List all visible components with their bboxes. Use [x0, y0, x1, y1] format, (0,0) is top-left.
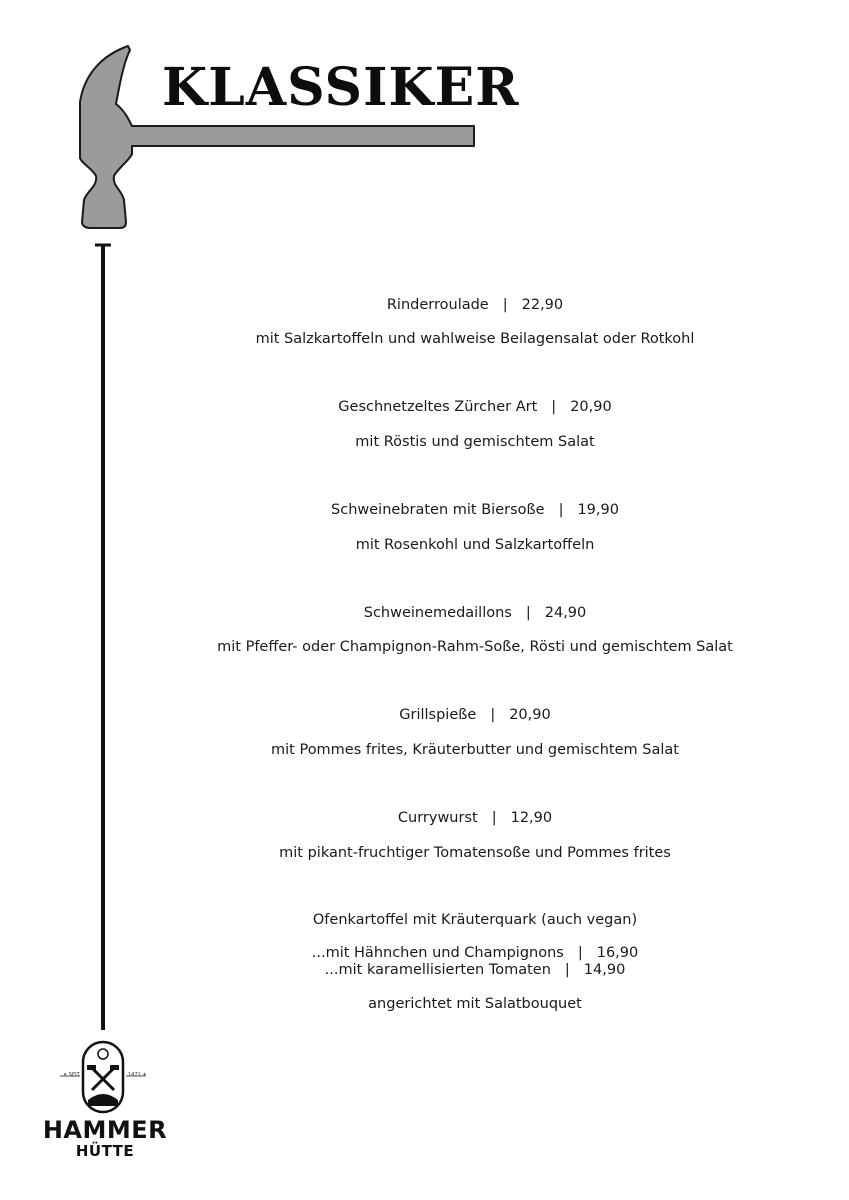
menu-item-description: mit Pfeffer- oder Champignon-Rahm-Soße, Rösti und gemischtem Salat	[217, 639, 733, 655]
special-variant: ...mit Hähnchen und Champignons | 16,90	[311, 945, 639, 961]
logo-emblem-icon	[30, 1038, 180, 1118]
menu-item-title: Currywurst | 12,90	[397, 810, 553, 826]
special-item-title: Ofenkartoffel mit Kräuterquark (auch vegan)	[312, 912, 638, 928]
menu-item-title: Rinderroulade | 22,90	[386, 297, 564, 313]
special-variant: ...mit karamellisierten Tomaten | 14,90	[324, 962, 626, 978]
menu-item-title: Geschnetzeltes Zürcher Art | 20,90	[338, 399, 612, 415]
menu-item-description: mit Salzkartoffeln und wahlweise Beilagensalat oder Rotkohl	[255, 331, 695, 347]
brand-logo	[30, 1038, 180, 1168]
menu-item-description: mit pikant-fruchtiger Tomatensoße und Pommes frites	[279, 845, 671, 861]
logo-word-huette: HÜTTE	[75, 1142, 135, 1160]
menu-item-title: Grillspieße | 20,90	[399, 707, 551, 723]
page-title: KLASSIKER	[162, 57, 520, 118]
menu-item-title: Schweinebraten mit Biersoße | 19,90	[331, 502, 619, 518]
menu-item-description: mit Röstis und gemischtem Salat	[355, 434, 595, 450]
special-item-footer: angerichtet mit Salatbouquet	[368, 996, 582, 1012]
menu-item-description: mit Pommes frites, Kräuterbutter und gemischtem Salat	[271, 742, 679, 758]
logo-word-hammer: HAMMER	[42, 1116, 168, 1144]
menu-item-title: Schweinemedaillons | 24,90	[363, 605, 587, 621]
menu-item-description: mit Rosenkohl und Salzkartoffeln	[355, 537, 595, 553]
logo-since-label: ✦ SEIT	[63, 1072, 80, 1078]
logo-year-label: 1471 ✦	[128, 1072, 147, 1078]
